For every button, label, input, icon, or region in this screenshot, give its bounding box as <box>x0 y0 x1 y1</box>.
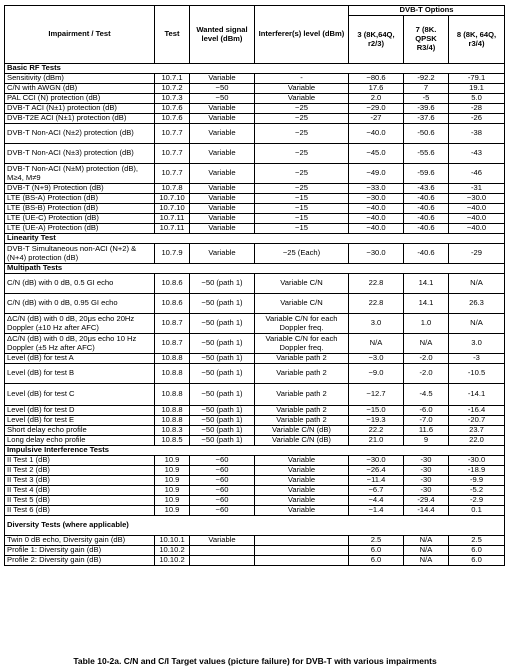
wanted-level-cell: Variable <box>190 124 255 144</box>
test-cell: 10.8.8 <box>155 384 190 406</box>
option-8-cell: -29 <box>449 244 505 264</box>
test-cell: 10.7.1 <box>155 74 190 84</box>
impairment-cell: Level (dB) for test C <box>5 384 155 406</box>
option-8-cell: 6.0 <box>449 556 505 566</box>
test-cell: 10.8.8 <box>155 406 190 416</box>
wanted-level-cell: Variable <box>190 224 255 234</box>
impairment-cell: LTE (BS-A) Protection (dB) <box>5 194 155 204</box>
table-row <box>5 84 505 94</box>
interferer-level-cell: Variable <box>255 496 349 506</box>
option-3-cell: −80.6 <box>349 74 404 84</box>
table-row <box>5 194 505 204</box>
wanted-level-cell: −50 (path 1) <box>190 436 255 446</box>
wanted-level-cell: Variable <box>190 144 255 164</box>
table-row <box>5 536 505 546</box>
header-dvbt-options: DVB-T Options <box>349 6 505 16</box>
section-title: Basic RF Tests <box>5 64 505 74</box>
header-option-3: 3 (8K,64Q, r2/3) <box>349 16 404 64</box>
impairment-cell: ΔC/N (dB) with 0 dB, 20μs echo 20Hz Doppler (±10 Hz after AFC) <box>5 314 155 334</box>
table-header <box>5 6 505 64</box>
interferer-level-cell: −15 <box>255 224 349 234</box>
option-8-cell: -5.2 <box>449 486 505 496</box>
option-3-cell: −33.0 <box>349 184 404 194</box>
test-cell: 10.8.7 <box>155 334 190 354</box>
wanted-level-cell <box>190 546 255 556</box>
interferer-level-cell: Variable <box>255 466 349 476</box>
impairment-cell: II Test 5 (dB) <box>5 496 155 506</box>
table-row <box>5 244 505 264</box>
interferer-level-cell: Variable <box>255 94 349 104</box>
wanted-level-cell: Variable <box>190 114 255 124</box>
table-row <box>5 144 505 164</box>
interferer-level-cell: −15 <box>255 204 349 214</box>
table-row <box>5 184 505 194</box>
option-3-cell: −11.4 <box>349 476 404 486</box>
test-cell: 10.9 <box>155 486 190 496</box>
impairment-cell: II Test 4 (dB) <box>5 486 155 496</box>
interferer-level-cell: −25 <box>255 144 349 164</box>
option-3-cell: −30.0 <box>349 194 404 204</box>
option-7-cell: -39.6 <box>404 104 449 114</box>
option-3-cell: 21.0 <box>349 436 404 446</box>
table-row <box>5 456 505 466</box>
option-8-cell: -31 <box>449 184 505 194</box>
test-cell: 10.7.7 <box>155 164 190 184</box>
impairment-cell: Level (dB) for test D <box>5 406 155 416</box>
wanted-level-cell: −60 <box>190 476 255 486</box>
table-row <box>5 104 505 114</box>
option-3-cell: −30.0 <box>349 244 404 264</box>
table-row <box>5 416 505 426</box>
option-3-cell: 6.0 <box>349 546 404 556</box>
option-8-cell: 5.0 <box>449 94 505 104</box>
impairment-cell: Short delay echo profile <box>5 426 155 436</box>
option-8-cell: 0.1 <box>449 506 505 516</box>
table-row <box>5 476 505 486</box>
option-8-cell: -28 <box>449 104 505 114</box>
option-3-cell: 2.0 <box>349 94 404 104</box>
option-3-cell: 22.8 <box>349 274 404 294</box>
option-7-cell: -30 <box>404 466 449 476</box>
option-8-cell: 23.7 <box>449 426 505 436</box>
table-row <box>5 224 505 234</box>
option-8-cell: -46 <box>449 164 505 184</box>
table-row <box>5 486 505 496</box>
wanted-level-cell: −50 (path 1) <box>190 364 255 384</box>
wanted-level-cell: Variable <box>190 164 255 184</box>
option-7-cell: -40.6 <box>404 194 449 204</box>
test-cell: 10.7.2 <box>155 84 190 94</box>
wanted-level-cell: −60 <box>190 506 255 516</box>
table-row <box>5 214 505 224</box>
section-title: Impulsive Interference Tests <box>5 446 505 456</box>
test-cell: 10.7.10 <box>155 204 190 214</box>
test-cell: 10.8.7 <box>155 314 190 334</box>
test-cell: 10.8.6 <box>155 294 190 314</box>
interferer-level-cell: Variable <box>255 506 349 516</box>
wanted-level-cell: −50 (path 1) <box>190 416 255 426</box>
option-3-cell: −19.3 <box>349 416 404 426</box>
interferer-level-cell: Variable C/N <box>255 274 349 294</box>
impairment-cell: II Test 6 (dB) <box>5 506 155 516</box>
test-cell: 10.7.6 <box>155 104 190 114</box>
test-cell: 10.8.3 <box>155 426 190 436</box>
option-7-cell: N/A <box>404 546 449 556</box>
wanted-level-cell: Variable <box>190 204 255 214</box>
option-7-cell: -40.6 <box>404 224 449 234</box>
interferer-level-cell: Variable <box>255 486 349 496</box>
impairment-cell: Level (dB) for test E <box>5 416 155 426</box>
table-row <box>5 556 505 566</box>
option-3-cell: 6.0 <box>349 556 404 566</box>
test-cell: 10.7.11 <box>155 214 190 224</box>
table-row <box>5 274 505 294</box>
option-7-cell: N/A <box>404 556 449 566</box>
option-8-cell: N/A <box>449 314 505 334</box>
wanted-level-cell <box>190 556 255 566</box>
wanted-level-cell: −60 <box>190 456 255 466</box>
impairment-cell: C/N (dB) with 0 dB, 0.95 GI echo <box>5 294 155 314</box>
option-7-cell: -2.0 <box>404 364 449 384</box>
option-8-cell: −40.0 <box>449 224 505 234</box>
option-7-cell: -5 <box>404 94 449 104</box>
section-header-row <box>5 64 505 74</box>
option-8-cell: -43 <box>449 144 505 164</box>
impairment-cell: Profile 2: Diversity gain (dB) <box>5 556 155 566</box>
option-8-cell: −30.0 <box>449 194 505 204</box>
interferer-level-cell: −15 <box>255 214 349 224</box>
option-3-cell: −49.0 <box>349 164 404 184</box>
table-row <box>5 384 505 406</box>
option-7-cell: -29.4 <box>404 496 449 506</box>
impairment-cell: Sensitivity (dBm) <box>5 74 155 84</box>
test-cell: 10.8.8 <box>155 354 190 364</box>
wanted-level-cell: Variable <box>190 214 255 224</box>
test-cell: 10.7.11 <box>155 224 190 234</box>
test-cell: 10.8.8 <box>155 416 190 426</box>
interferer-level-cell: Variable <box>255 456 349 466</box>
option-8-cell: -10.5 <box>449 364 505 384</box>
option-7-cell: -50.6 <box>404 124 449 144</box>
interferer-level-cell: −25 <box>255 164 349 184</box>
option-7-cell: -30 <box>404 476 449 486</box>
interferer-level-cell: −25 <box>255 104 349 114</box>
section-title: Multipath Tests <box>5 264 505 274</box>
option-8-cell: -38 <box>449 124 505 144</box>
impairment-cell: II Test 1 (dB) <box>5 456 155 466</box>
wanted-level-cell: −50 <box>190 94 255 104</box>
wanted-level-cell: −50 (path 1) <box>190 294 255 314</box>
option-8-cell: -2.9 <box>449 496 505 506</box>
test-cell: 10.7.3 <box>155 94 190 104</box>
option-7-cell: 7 <box>404 84 449 94</box>
option-7-cell: 1.0 <box>404 314 449 334</box>
option-7-cell: N/A <box>404 536 449 546</box>
option-7-cell: -4.5 <box>404 384 449 406</box>
impairment-cell: C/N (dB) with 0 dB, 0.5 GI echo <box>5 274 155 294</box>
impairment-cell: Level (dB) for test A <box>5 354 155 364</box>
test-cell: 10.7.7 <box>155 144 190 164</box>
table-row <box>5 546 505 556</box>
test-cell: 10.9 <box>155 506 190 516</box>
table-row <box>5 506 505 516</box>
table-row <box>5 334 505 354</box>
option-3-cell: −9.0 <box>349 364 404 384</box>
interferer-level-cell: Variable path 2 <box>255 354 349 364</box>
interferer-level-cell: Variable <box>255 476 349 486</box>
option-3-cell: −29.0 <box>349 104 404 114</box>
interferer-level-cell: Variable C/N for each Doppler freq. <box>255 334 349 354</box>
wanted-level-cell: Variable <box>190 244 255 264</box>
wanted-level-cell: −50 (path 1) <box>190 406 255 416</box>
table-row <box>5 314 505 334</box>
wanted-level-cell: −60 <box>190 486 255 496</box>
wanted-level-cell: −50 (path 1) <box>190 384 255 406</box>
option-7-cell: N/A <box>404 334 449 354</box>
impairment-cell: LTE (UE-C) Protection (dB) <box>5 214 155 224</box>
test-cell: 10.10.2 <box>155 556 190 566</box>
interferer-level-cell: Variable C/N <box>255 294 349 314</box>
option-8-cell: -18.9 <box>449 466 505 476</box>
option-3-cell: 22.8 <box>349 294 404 314</box>
wanted-level-cell: −50 (path 1) <box>190 274 255 294</box>
test-cell: 10.7.8 <box>155 184 190 194</box>
impairment-cell: II Test 3 (dB) <box>5 476 155 486</box>
option-7-cell: 11.6 <box>404 426 449 436</box>
option-3-cell: 2.5 <box>349 536 404 546</box>
interferer-level-cell: Variable path 2 <box>255 416 349 426</box>
impairment-cell: DVB-T ACI (N±1) protection (dB) <box>5 104 155 114</box>
impairment-cell: DVB-T Simultaneous non-ACI (N+2) & (N+4) protection (dB) <box>5 244 155 264</box>
table-row <box>5 364 505 384</box>
option-7-cell: -2.0 <box>404 354 449 364</box>
option-3-cell: −1.4 <box>349 506 404 516</box>
option-8-cell: 26.3 <box>449 294 505 314</box>
wanted-level-cell: −60 <box>190 496 255 506</box>
option-8-cell: −40.0 <box>449 204 505 214</box>
option-7-cell: -92.2 <box>404 74 449 84</box>
section-header-row <box>5 234 505 244</box>
option-7-cell: -37.6 <box>404 114 449 124</box>
table-row <box>5 496 505 506</box>
impairment-cell: II Test 2 (dB) <box>5 466 155 476</box>
wanted-level-cell: −50 (path 1) <box>190 354 255 364</box>
section-header-row <box>5 516 505 536</box>
test-cell: 10.8.8 <box>155 364 190 384</box>
test-cell: 10.10.1 <box>155 536 190 546</box>
option-8-cell: -30.0 <box>449 456 505 466</box>
interferer-level-cell: −25 <box>255 114 349 124</box>
test-cell: 10.8.5 <box>155 436 190 446</box>
option-3-cell: −6.7 <box>349 486 404 496</box>
option-8-cell: 2.5 <box>449 536 505 546</box>
option-3-cell: −30.0 <box>349 456 404 466</box>
option-7-cell: -59.6 <box>404 164 449 184</box>
impairment-cell: ΔC/N (dB) with 0 dB, 20μs echo 10 Hz Doppler (±5 Hz after AFC) <box>5 334 155 354</box>
header-impairment: Impairment / Test <box>5 6 155 64</box>
option-8-cell: -79.1 <box>449 74 505 84</box>
table-row <box>5 406 505 416</box>
wanted-level-cell: −50 (path 1) <box>190 314 255 334</box>
section-header-row <box>5 264 505 274</box>
wanted-level-cell: −50 (path 1) <box>190 334 255 354</box>
option-7-cell: -6.0 <box>404 406 449 416</box>
option-3-cell: −15.0 <box>349 406 404 416</box>
interferer-level-cell: Variable <box>255 84 349 94</box>
option-3-cell: −40.0 <box>349 124 404 144</box>
interferer-level-cell <box>255 556 349 566</box>
interferer-level-cell: Variable path 2 <box>255 364 349 384</box>
table-row <box>5 466 505 476</box>
wanted-level-cell: Variable <box>190 104 255 114</box>
header-interferer: Interferer(s) level (dBm) <box>255 6 349 64</box>
test-cell: 10.7.6 <box>155 114 190 124</box>
impairment-cell: LTE (UE-A) Protection (dB) <box>5 224 155 234</box>
option-7-cell: -30 <box>404 486 449 496</box>
option-7-cell: 9 <box>404 436 449 446</box>
dvb-t-targets-table <box>4 5 505 566</box>
option-3-cell: −45.0 <box>349 144 404 164</box>
header-option-7: 7 (8K. QPSK R3/4) <box>404 16 449 64</box>
option-3-cell: -27 <box>349 114 404 124</box>
option-7-cell: -30 <box>404 456 449 466</box>
option-7-cell: -55.6 <box>404 144 449 164</box>
table-caption: Table 10-2a. C/N and C/I Target values (picture failure) for DVB-T with various impairments <box>73 656 437 666</box>
option-3-cell: 22.2 <box>349 426 404 436</box>
option-8-cell: 6.0 <box>449 546 505 556</box>
interferer-level-cell: Variable C/N (dB) <box>255 436 349 446</box>
option-8-cell: N/A <box>449 274 505 294</box>
wanted-level-cell: −50 (path 1) <box>190 426 255 436</box>
wanted-level-cell: Variable <box>190 194 255 204</box>
impairment-cell: Long delay echo profile <box>5 436 155 446</box>
option-8-cell: 3.0 <box>449 334 505 354</box>
option-7-cell: -40.6 <box>404 204 449 214</box>
impairment-cell: Twin 0 dB echo, Diversity gain (dB) <box>5 536 155 546</box>
test-cell: 10.9 <box>155 456 190 466</box>
impairment-cell: DVB-T Non-ACI (N±2) protection (dB) <box>5 124 155 144</box>
option-3-cell: −12.7 <box>349 384 404 406</box>
interferer-level-cell: Variable C/N for each Doppler freq. <box>255 314 349 334</box>
interferer-level-cell: - <box>255 74 349 84</box>
interferer-level-cell: −25 <box>255 124 349 144</box>
wanted-level-cell: −60 <box>190 466 255 476</box>
test-cell: 10.9 <box>155 476 190 486</box>
table-row <box>5 164 505 184</box>
option-7-cell: -40.6 <box>404 214 449 224</box>
option-8-cell: -20.7 <box>449 416 505 426</box>
test-cell: 10.9 <box>155 466 190 476</box>
table-row <box>5 426 505 436</box>
header-option-8: 8 (8K, 64Q, r3/4) <box>449 16 505 64</box>
impairment-cell: DVB-T (N+9) Protection (dB) <box>5 184 155 194</box>
option-3-cell: 3.0 <box>349 314 404 334</box>
interferer-level-cell <box>255 536 349 546</box>
wanted-level-cell: Variable <box>190 74 255 84</box>
option-8-cell: -16.4 <box>449 406 505 416</box>
option-8-cell: -9.9 <box>449 476 505 486</box>
wanted-level-cell: Variable <box>190 536 255 546</box>
interferer-level-cell: −25 (Each) <box>255 244 349 264</box>
impairment-cell: C/N with AWGN (dB) <box>5 84 155 94</box>
table-row <box>5 354 505 364</box>
table-row <box>5 294 505 314</box>
wanted-level-cell: Variable <box>190 184 255 194</box>
test-cell: 10.7.9 <box>155 244 190 264</box>
option-7-cell: -7.0 <box>404 416 449 426</box>
interferer-level-cell: −15 <box>255 194 349 204</box>
option-7-cell: -40.6 <box>404 244 449 264</box>
option-7-cell: 14.1 <box>404 274 449 294</box>
impairment-cell: Profile 1: Diversity gain (dB) <box>5 546 155 556</box>
section-title: Diversity Tests (where applicable) <box>5 516 505 536</box>
impairment-cell: DVB-T Non-ACI (N±3) protection (dB) <box>5 144 155 164</box>
table-row <box>5 204 505 214</box>
impairment-cell: Level (dB) for test B <box>5 364 155 384</box>
option-8-cell: 22.0 <box>449 436 505 446</box>
interferer-level-cell: Variable path 2 <box>255 384 349 406</box>
option-3-cell: −3.0 <box>349 354 404 364</box>
option-3-cell: −4.4 <box>349 496 404 506</box>
table-row <box>5 74 505 84</box>
interferer-level-cell: Variable path 2 <box>255 406 349 416</box>
option-3-cell: −40.0 <box>349 204 404 214</box>
interferer-level-cell: −25 <box>255 184 349 194</box>
impairment-cell: PAL CCI (N) protection (dB) <box>5 94 155 104</box>
test-cell: 10.8.6 <box>155 274 190 294</box>
impairment-cell: DVB-T2E ACI (N±1) protection (dB) <box>5 114 155 124</box>
option-8-cell: -14.1 <box>449 384 505 406</box>
option-7-cell: 14.1 <box>404 294 449 314</box>
table-row <box>5 124 505 144</box>
test-cell: 10.7.10 <box>155 194 190 204</box>
impairment-cell: DVB-T Non-ACI (N±M) protection (dB), M≥4, M≠9 <box>5 164 155 184</box>
impairment-cell: LTE (BS-B) Protection (dB) <box>5 204 155 214</box>
option-7-cell: -14.4 <box>404 506 449 516</box>
table-row <box>5 436 505 446</box>
header-test: Test <box>155 6 190 64</box>
section-title: Linearity Test <box>5 234 505 244</box>
option-8-cell: -26 <box>449 114 505 124</box>
option-3-cell: N/A <box>349 334 404 354</box>
test-cell: 10.10.2 <box>155 546 190 556</box>
interferer-level-cell <box>255 546 349 556</box>
header-wanted: Wanted signal level (dBm) <box>190 6 255 64</box>
wanted-level-cell: −50 <box>190 84 255 94</box>
test-cell: 10.9 <box>155 496 190 506</box>
section-header-row <box>5 446 505 456</box>
option-3-cell: 17.6 <box>349 84 404 94</box>
table-row <box>5 114 505 124</box>
option-7-cell: -43.6 <box>404 184 449 194</box>
table-row <box>5 94 505 104</box>
option-3-cell: −40.0 <box>349 214 404 224</box>
option-3-cell: −40.0 <box>349 224 404 234</box>
option-8-cell: −40.0 <box>449 214 505 224</box>
test-cell: 10.7.7 <box>155 124 190 144</box>
option-8-cell: -3 <box>449 354 505 364</box>
option-8-cell: 19.1 <box>449 84 505 94</box>
option-3-cell: −26.4 <box>349 466 404 476</box>
interferer-level-cell: Variable C/N (dB) <box>255 426 349 436</box>
table-body <box>5 64 505 566</box>
